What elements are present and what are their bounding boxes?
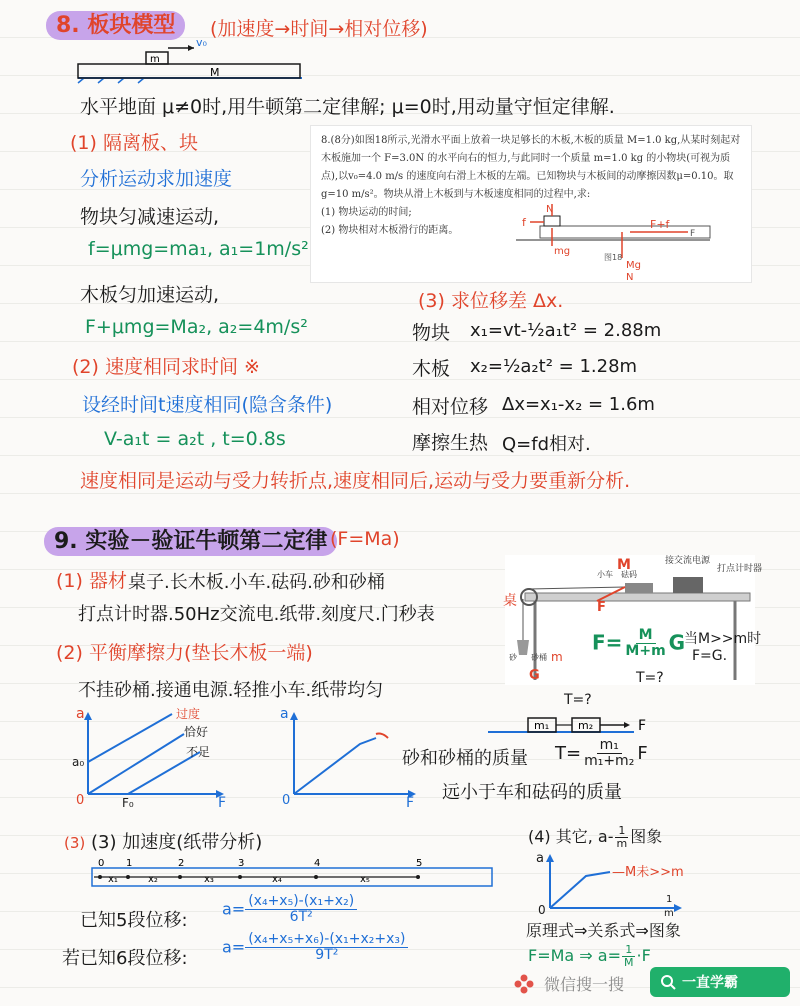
wechat-search-logo bbox=[512, 972, 536, 1000]
T-q-system: T=? bbox=[564, 692, 592, 708]
graph3-x-den: m bbox=[664, 908, 674, 919]
far-less-label: 远小于车和砝码的质量 bbox=[442, 782, 622, 803]
part1-head: (1) 隔离板、块 bbox=[70, 132, 198, 154]
tape-seg-5: x₅ bbox=[360, 874, 370, 885]
graph-a-inv-m bbox=[530, 850, 700, 919]
tape-point-4: 4 bbox=[314, 858, 321, 869]
paper-tape bbox=[88, 856, 498, 890]
sys-m1: m₁ bbox=[534, 719, 550, 732]
two-body-system bbox=[484, 708, 654, 738]
graph1-axis-F: F bbox=[218, 795, 227, 811]
disp-block-eq: x₁=vt-½a₁t² = 2.88m bbox=[470, 320, 662, 341]
six-seg-label: 若已知6段位移: bbox=[62, 948, 188, 969]
graph1-axis-a: a bbox=[76, 706, 85, 722]
lab-weight-label: 砝码 bbox=[621, 570, 637, 579]
v0-label: v₀ bbox=[196, 36, 207, 49]
fig18-label: 图18 bbox=[604, 253, 623, 262]
ann-N: N bbox=[546, 204, 554, 215]
block-motion: 物块匀减速运动, bbox=[80, 206, 220, 228]
part2-sub-9: 不挂砂桶.接通电源.轻推小车.纸带均匀 bbox=[78, 680, 384, 701]
tape-seg-2: x₂ bbox=[148, 874, 158, 885]
brand-text: 微信搜一搜 bbox=[544, 975, 625, 994]
sys-F: F bbox=[638, 718, 647, 734]
disp-board-eq: x₂=½a₂t² = 1.28m bbox=[470, 356, 638, 377]
cond-mass: 当M>>m时 bbox=[684, 631, 762, 647]
eq-F-MMG: F= $\frac{M}{M+m}$ G bbox=[592, 627, 686, 660]
rel-label: 相对位移 bbox=[412, 396, 489, 418]
part1-label: (1) 器材 bbox=[56, 570, 127, 592]
eq-block: f=μmg=ma₁, a₁=1m/s² bbox=[88, 238, 309, 260]
lab-cart-label: 小车 bbox=[597, 570, 613, 579]
five-seg-label: 已知5段位移: bbox=[80, 910, 188, 931]
five-seg-formula: a= $\frac{\text{(x₄+x₅)-(x₁+x₂)}}{\text{6T²}}$ bbox=[222, 894, 357, 926]
ann-Mg: Mg bbox=[626, 260, 641, 271]
conclusion: 速度相同是运动与受力转折点,速度相同后,运动与受力要重新分析. bbox=[80, 470, 631, 492]
tape-point-0: 0 bbox=[98, 858, 105, 869]
heat-eq: Q=fd相对. bbox=[502, 434, 591, 455]
T-q-right: T=? bbox=[636, 670, 664, 686]
search-button[interactable] bbox=[650, 967, 790, 997]
problem-q2: (2) 物块相对木板滑行的距离。 bbox=[321, 225, 459, 236]
tape-seg-1: x₁ bbox=[108, 874, 118, 885]
board-label: M bbox=[210, 66, 220, 79]
tape-seg-4: x₄ bbox=[272, 874, 282, 885]
part4-head: (4) 其它, a- $\frac{1}{m}$ 图象 bbox=[528, 823, 663, 850]
cond-FG: F=G. bbox=[692, 648, 728, 664]
eq-time: V-a₁t = a₂t , t=0.8s bbox=[104, 428, 286, 450]
graph3-note: —M未>>m bbox=[612, 865, 684, 880]
lab-apparatus-drawing bbox=[503, 555, 763, 685]
section8-subtitle: (加速度→时间→相对位移) bbox=[210, 18, 428, 40]
graph3-x-num: 1 bbox=[666, 894, 673, 905]
disp-block-label: 物块 bbox=[412, 322, 451, 344]
graph2-axis-F: F bbox=[406, 795, 415, 811]
part3-head: (3) 求位移差 Δx. bbox=[418, 290, 564, 312]
part1-sub: 分析运动求加速度 bbox=[80, 168, 233, 190]
lab-M-label: M bbox=[617, 557, 631, 573]
lab-apparatus-image bbox=[503, 555, 763, 685]
sys-m2: m₂ bbox=[578, 719, 594, 732]
graph2-axis-a: a bbox=[280, 706, 289, 722]
search-icon bbox=[660, 974, 676, 990]
ann-Ff: F+f bbox=[650, 218, 670, 231]
graph1-over: 过度 bbox=[176, 707, 201, 721]
line-ground-condition: 水平地面 μ≠0时,用牛顿第二定律解; μ=0时,用动量守恒定律解. bbox=[80, 96, 615, 118]
ann-N2: N bbox=[626, 272, 634, 283]
principle-eq: F=Ma ⇒ a= $\frac{1}{M}$ ·F bbox=[528, 943, 651, 970]
lab-F-label: F bbox=[597, 600, 606, 615]
equip-line1: 桌子.长木板.小车.砝码.砂和砂桶 bbox=[128, 572, 385, 593]
graph2-origin: 0 bbox=[282, 793, 291, 808]
equip-line2: 打点计时器.50Hz交流电.纸带.刻度尺.门秒表 bbox=[78, 604, 435, 625]
problem-force-diagram bbox=[510, 200, 750, 282]
ann-F: F bbox=[690, 229, 696, 239]
ann-f: f bbox=[522, 216, 526, 229]
section9-title: 9. 实验－验证牛顿第二定律 bbox=[44, 524, 337, 555]
principle-line: 原理式⇒关系式⇒图象 bbox=[526, 921, 681, 940]
section9-subtitle: (F=Ma) bbox=[330, 528, 400, 550]
board-block-figure bbox=[70, 32, 310, 84]
block-label: m bbox=[150, 54, 160, 65]
graph3-axis-a: a bbox=[536, 851, 544, 866]
board-rect bbox=[78, 64, 300, 78]
lab-power-label: 接交流电源 bbox=[665, 556, 711, 566]
disp-board-label: 木板 bbox=[412, 358, 451, 380]
eq-board: F+μmg=Ma₂, a₂=4m/s² bbox=[85, 316, 308, 338]
ann-mg: mg bbox=[554, 246, 571, 257]
graph-balance-friction bbox=[72, 706, 232, 811]
part2-sub: 设经时间t速度相同(隐含条件) bbox=[82, 394, 333, 416]
tape-point-5: 5 bbox=[416, 858, 423, 869]
part3-head-9: (3) (3) 加速度(纸带分析) bbox=[64, 832, 263, 853]
flower-icon bbox=[512, 972, 536, 996]
tape-point-3: 3 bbox=[238, 858, 245, 869]
lab-timer-label: 打点计时器 bbox=[717, 564, 763, 574]
tape-point-2: 2 bbox=[178, 858, 185, 869]
problem-text: 8.(8分)如图18所示,光滑水平面上放着一块足够长的木板,木板的质量 M=1.0 kg,从某时刻起对木板施加一个 F=3.0N 的水平向右的恒力,与此同时一个质量 m=1.0 kg 的小物块(可视为质点),以v₀=4.0 m/s 的速度向右滑上木板的左端。已知物块与木板间的动摩擦因数μ=0.10。取 g=10 m/s²。物块从滑上木板到与木板速度相同的过程中,求: bbox=[321, 135, 741, 200]
section8-title: 8. 板块模型 bbox=[46, 8, 185, 39]
lab-bucket-label: 砂桶 bbox=[531, 653, 547, 662]
six-seg-formula: a= $\frac{\text{(x₄+x₅+x₆)-(x₁+x₂+x₃)}}{\text{9T²}}$ bbox=[222, 932, 408, 964]
graph1-origin: 0 bbox=[76, 793, 85, 808]
board-motion: 木板匀加速运动, bbox=[80, 284, 220, 306]
graph3-origin: 0 bbox=[538, 903, 546, 917]
lab-table-label: 桌 bbox=[503, 593, 517, 609]
graph1-a0: a₀ bbox=[72, 755, 85, 769]
graph1-exact: 恰好 bbox=[184, 725, 209, 739]
graph1-F0: F₀ bbox=[122, 796, 134, 810]
part2-head-9: (2) 平衡摩擦力(垫长木板一端) bbox=[56, 642, 313, 664]
rel-eq: Δx=x₁-x₂ = 1.6m bbox=[502, 394, 655, 415]
T-formula: T= $\frac{\text{m₁}}{\text{m₁+m₂}}$ F bbox=[555, 737, 648, 770]
graph1-under: 不足 bbox=[186, 745, 211, 759]
part2-head: (2) 速度相同求时间 ※ bbox=[72, 356, 260, 378]
lab-G-label: G bbox=[529, 668, 540, 683]
sand-mass-label: 砂和砂桶的质量 bbox=[402, 748, 528, 769]
heat-label: 摩擦生热 bbox=[412, 432, 489, 454]
lab-m-label: m bbox=[551, 650, 563, 664]
problem-q1: (1) 物块运动的时间; bbox=[321, 207, 412, 218]
tape-point-1: 1 bbox=[126, 858, 133, 869]
lab-sand-label: 砂 bbox=[509, 653, 517, 662]
tape-seg-3: x₃ bbox=[204, 874, 214, 885]
search-button-label: 一直学霸 bbox=[682, 975, 738, 991]
